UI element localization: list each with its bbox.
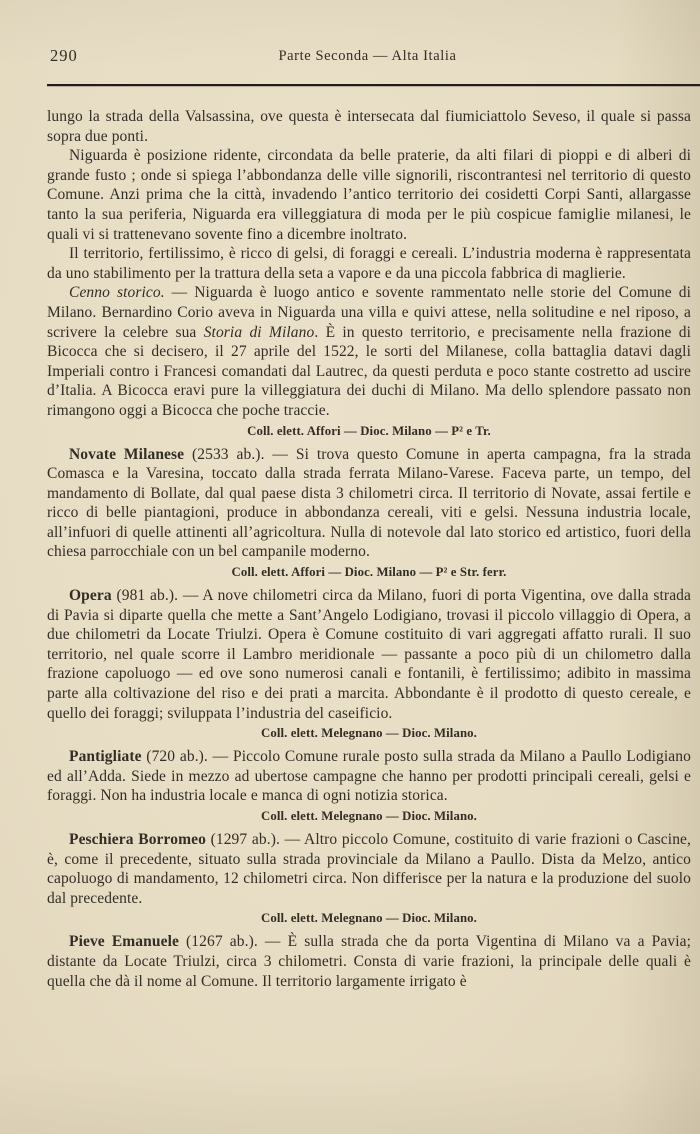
- paragraph-continuation: [47, 107, 691, 146]
- collegio-line-opera: Coll. elett. Melegnano — Dioc. Milano.: [261, 726, 477, 741]
- entry-peschiera-borromeo: [47, 830, 691, 908]
- entry-pantigliate: [47, 747, 691, 806]
- entry-head: (1267 ab.). —: [178, 933, 288, 951]
- entry-head: (981 ab.). —: [111, 587, 203, 605]
- entry-head: (1297 ab.). —: [205, 831, 305, 848]
- entry-novate-milanese: [47, 445, 691, 563]
- paragraph-cenno-storico: [47, 283, 691, 420]
- paragraph-text: . È in questo territorio, e precisamente nella frazione di Bicocca che si decisero, il 27 aprile del 1522, le sorti del Milanese, colla battaglia datavi dagli Imperiali contro i Francesi comandati dal Lautrec, da questi perduta e poco stante costretto ad uscire d’Italia. A Bicocca eravi pure la villeggiatura dei duchi di Milano. Ma dello splendore passato non rimangono oggi a Bicocca che poche traccie.: [47, 323, 691, 419]
- running-title: Parte Seconda — Alta Italia: [278, 48, 457, 64]
- page-body: [47, 107, 691, 991]
- collegio-line-peschiera: Coll. elett. Melegnano — Dioc. Milano.: [261, 911, 477, 926]
- entry-name: Novate Milanese: [69, 445, 185, 463]
- entry-opera: [47, 586, 691, 723]
- paragraph-niguarda-position: [47, 146, 691, 244]
- page-header: [47, 46, 688, 68]
- entry-name: Peschiera Borromeo: [69, 831, 206, 848]
- paragraph-niguarda-territory: [47, 244, 691, 283]
- paragraph-text: Niguarda è posizione ridente, circondata da belle praterie, da alti filari di pioppi e di alberi di grande fusto ; onde si spiega l’abbondanza delle ville signorili, riscontrantesi nel territorio di questo Comune. Anzi prima che la città, invadendo l’antico territorio dei cosidetti Corpi Santi, allargasse tanto la sua periferia, Niguarda era villeggiatura di moda per le più cospicue famiglie milanesi, le quali vi si trattenevano sovente fino a dicembre inoltrato.: [47, 147, 691, 243]
- entry-head: (2533 ab.). —: [184, 445, 296, 463]
- header-rule: [47, 84, 700, 86]
- paragraph-text: — Niguarda è luogo antico e sovente rammentato nelle storie del Comune di Milano. Bernardino Corio aveva in Niguarda una villa e quivi attese, nella solitudine e nel riposo, a scrivere la celebre sua: [47, 284, 691, 341]
- book-title-italic: Storia di Milano: [203, 323, 315, 341]
- entry-body: Piccolo Comune rurale posto sulla strada da Milano a Paullo Lodigiano ed all’Adda. Siede in mezzo ad ubertose campagne che hanno per prodotti principali cereali, gelsi e foraggi. Non ha industria locale e manca di ogni notizia storica.: [47, 748, 691, 805]
- cenno-storico-lead: Cenno storico.: [69, 284, 165, 302]
- paragraph-text: Il territorio, fertilissimo, è ricco di gelsi, di foraggi e cereali. L’industria moderna è rappresentata da uno stabilimento per la trattura della seta a vapore e da una piccola fabbrica di maglierie.: [47, 245, 691, 282]
- entry-body: Altro piccolo Comune, costituito di varie frazioni o Cascine, è, come il precedente, situato sulla strada provinciale da Milano a Paullo. Dista da Melzo, antico capoluogo di mandamento, 12 chilometri circa. Non differisce per la natura e la produzione del suolo dal precedente.: [47, 831, 691, 907]
- collegio-line-niguarda: Coll. elett. Affori — Dioc. Milano — P² e Tr.: [247, 423, 491, 438]
- entry-name: Pantigliate: [69, 748, 142, 766]
- collegio-line-novate: Coll. elett. Affori — Dioc. Milano — P² e Str. ferr.: [231, 565, 507, 580]
- collegio-line-pantigliate: Coll. elett. Melegnano — Dioc. Milano.: [261, 809, 477, 823]
- entry-body: A nove chilometri circa da Milano, fuori di porta Vigentina, ove dalla strada di Pavia si diparte quella che mette a Sant’Angelo Lodigiano, trovasi il piccolo villaggio di Opera, a due chilometri da Locate Triulzi. Opera è Comune costituito di vari aggregati affatto rurali. Il suo territorio, nel quale scorre il Lambro meridionale — passante a poco più di un chilometro dalla frazione capoluogo — ed ove sono numerosi canali e fontanili, è fertilissimo; adibito in massima parte alla coltivazione del riso e dei prati a marcita. Abbondante è il prodotto di questo cereale, e quello dei foraggi; sviluppata l’industria del caseificio.: [47, 587, 692, 722]
- entry-body: È sulla strada che da porta Vigentina di Milano va a Pavia; distante da Locate Triulzi, circa 3 chilometri. Consta di varie frazioni, la principale delle quali è quella che dà il nome al Comune. Il territorio largamente irrigato è: [47, 933, 691, 990]
- page-number: 290: [50, 46, 78, 65]
- entry-head: (720 ab.). —: [141, 748, 233, 766]
- entry-body: Si trova questo Comune in aperta campagna, fra la strada Comasca e la Varesina, toccato dalla strada ferrata Milano-Varese. Faceva parte, un tempo, del mandamento di Bollate, dal qual paese dista 3 chilometri circa. Il territorio di Novate, assai fertile e ricco di belle piantagioni, produce in abbondanza cereali, viti e gelsi. Nessuna industria locale, all’infuori di quelle attinenti all’agricoltura. Nulla di notevole dal lato storico ed artistico, fuori della chiesa parrocchiale con un bel campanile moderno.: [47, 445, 691, 561]
- paragraph-text: lungo la strada della Valsassina, ove questa è intersecata dal fiumiciattolo Seveso, il quale si passa sopra due ponti.: [47, 108, 691, 145]
- entry-name: Opera: [69, 587, 112, 605]
- entry-name: Pieve Emanuele: [69, 933, 179, 951]
- entry-pieve-emanuele: [47, 932, 691, 991]
